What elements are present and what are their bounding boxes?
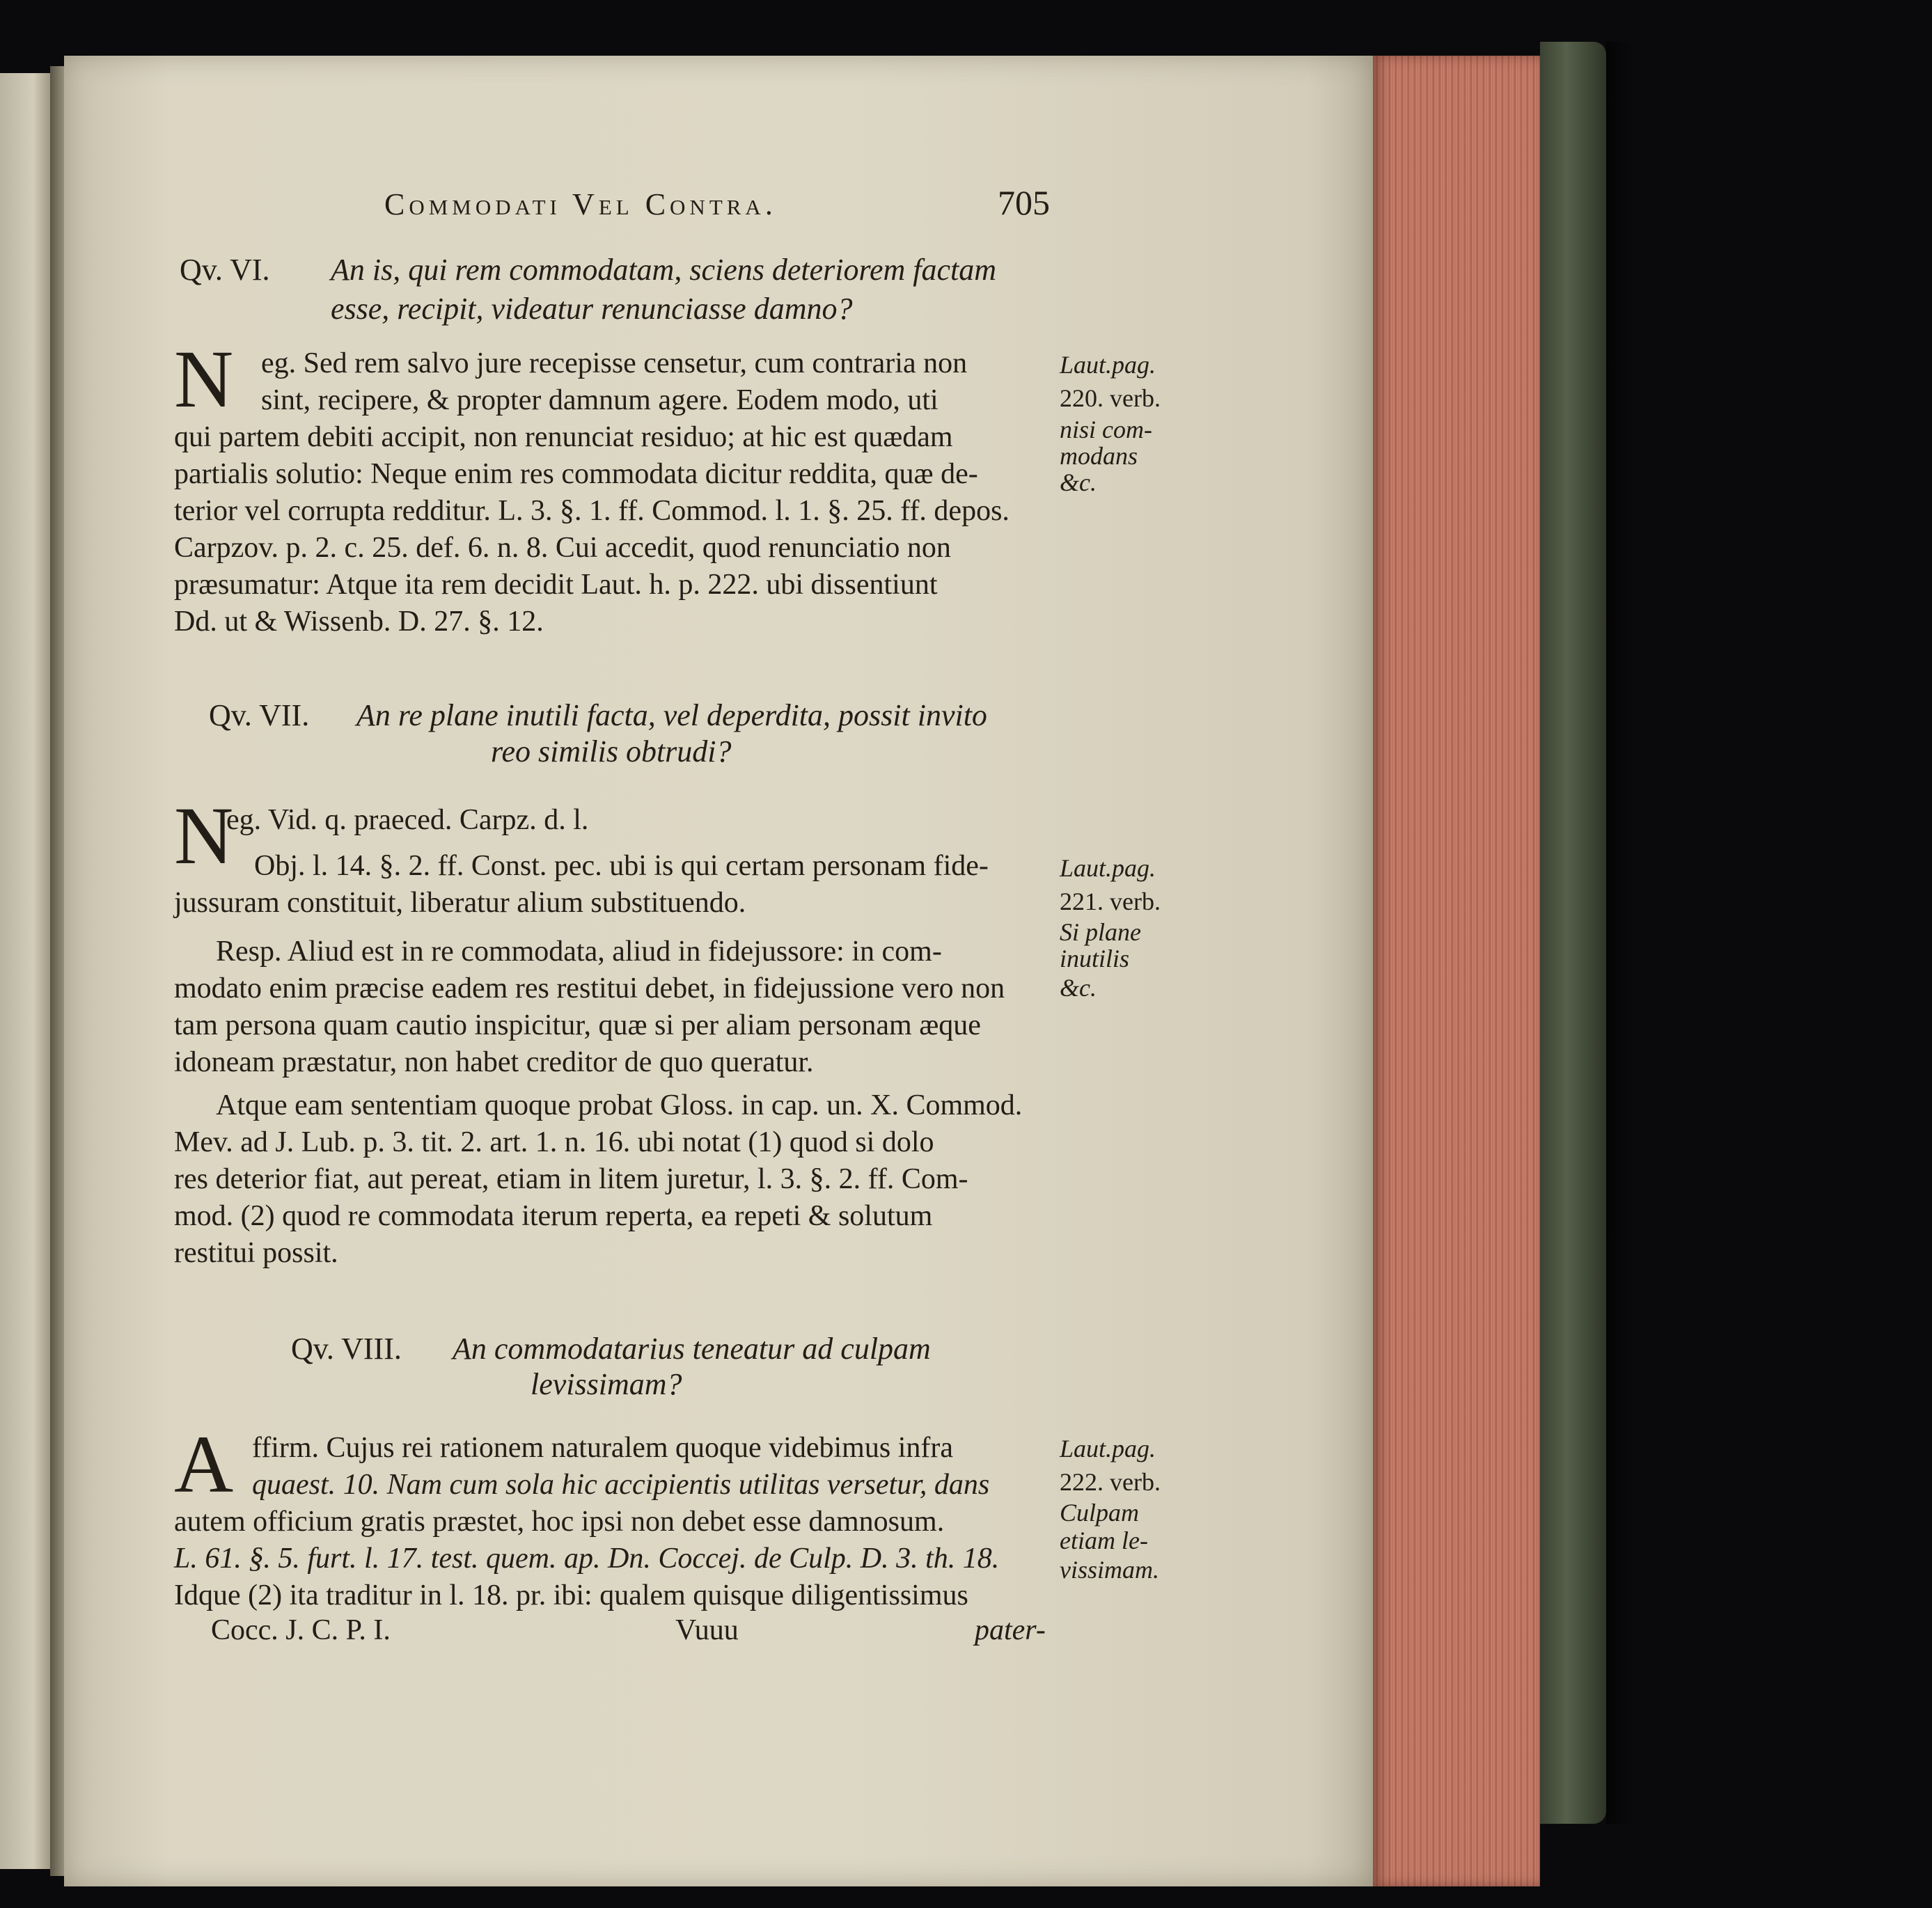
q6-line: qui partem debiti accipit, non renunciat residuo; at hic est quædam <box>174 421 953 453</box>
q8-question-line1: An commodatarius teneatur ad culpam <box>453 1332 931 1366</box>
q6-line: sint, recipere, & propter damnum agere. Eodem modo, uti <box>261 384 938 416</box>
q6-line: eg. Sed rem salvo jure recepisse censetur, cum contraria non <box>261 347 968 379</box>
q7-resp-line: Resp. Aliud est in re commodata, aliud in fidejussore: in com- <box>216 936 942 968</box>
q8-question-line2: levissimam? <box>531 1367 682 1401</box>
book-page <box>64 56 1373 1886</box>
q6-dropcap: N <box>174 333 234 425</box>
q6-line: Carpzov. p. 2. c. 25. def. 6. n. 8. Cui accedit, quod renunciatio non <box>174 532 951 564</box>
q6-marginal-note: Laut.pag. <box>1060 351 1156 379</box>
book-cover <box>1540 42 1606 1824</box>
q6-question-line2: esse, recipit, videatur renunciasse damno? <box>331 292 853 326</box>
q8-line: ffirm. Cujus rei rationem naturalem quoque videbimus infra <box>252 1432 953 1464</box>
q7-marginal-note: 221. verb. <box>1060 888 1161 915</box>
q8-line: Idque (2) ita traditur in l. 18. pr. ibi: qualem quisque diligentissimus <box>174 1579 968 1611</box>
q7-atque-line: restitui possit. <box>174 1237 338 1269</box>
q8-marginal-note: Laut.pag. <box>1060 1435 1156 1462</box>
q6-marginal-note: 220. verb. <box>1060 384 1161 412</box>
q8-marginal-note: 222. verb. <box>1060 1468 1161 1496</box>
q7-dropcap: N <box>174 790 234 881</box>
q8-marginal-note: etiam le- <box>1060 1527 1148 1554</box>
q6-line: Dd. ut & Wissenb. D. 27. §. 12. <box>174 606 544 638</box>
gathering-mark: Vuuu <box>675 1614 739 1646</box>
q6-line: partialis solutio: Neque enim res commodata dicitur reddita, quæ de- <box>174 458 978 490</box>
q7-line: eg. Vid. q. praeced. Carpz. d. l. <box>226 804 589 836</box>
q6-marginal-note: modans <box>1060 442 1138 470</box>
q8-marginal-note: Culpam <box>1060 1499 1140 1527</box>
q7-question-line2: reo similis obtrudi? <box>491 734 732 768</box>
catchword: pater- <box>975 1614 1046 1646</box>
q8-line: L. 61. §. 5. furt. l. 17. test. quem. ap. Dn. Coccej. de Culp. D. 3. th. 18. <box>174 1543 1000 1575</box>
q7-marginal-note: Si plane <box>1060 918 1141 946</box>
q7-atque-line: Mev. ad J. Lub. p. 3. tit. 2. art. 1. n. 16. ubi notat (1) quod si dolo <box>174 1126 934 1158</box>
q7-line: jussuram constituit, liberatur alium substituendo. <box>174 887 746 919</box>
q7-atque-line: Atque eam sententiam quoque probat Gloss. in cap. un. X. Commod. <box>216 1089 1023 1121</box>
signature-mark: Cocc. J. C. P. I. <box>211 1614 391 1646</box>
q7-resp-line: tam persona quam cautio inspicitur, quæ si per aliam personam æque <box>174 1009 981 1041</box>
cover-shadow <box>1606 42 1634 1824</box>
q7-marginal-note: inutilis <box>1060 945 1130 972</box>
q6-marginal-note: &c. <box>1060 468 1097 496</box>
q7-atque-line: res deterior fiat, aut pereat, etiam in litem juretur, l. 3. §. 2. ff. Com- <box>174 1163 968 1195</box>
q8-label: Qv. VIII. <box>291 1332 402 1366</box>
q7-marginal-note: &c. <box>1060 974 1097 1002</box>
q6-line: præsumatur: Atque ita rem decidit Laut. h. p. 222. ubi dissentiunt <box>174 569 938 601</box>
q8-line: quaest. 10. Nam cum sola hic accipientis utilitas versetur, dans <box>252 1469 990 1501</box>
running-title: Commodati Vel Contra. <box>384 187 777 221</box>
q8-line: autem officium gratis præstet, hoc ipsi non debet esse damnosum. <box>174 1506 945 1538</box>
q6-marginal-note: nisi com- <box>1060 416 1152 443</box>
left-page-edge <box>0 73 56 1869</box>
q6-label: Qv. VI. <box>180 253 270 287</box>
q7-line: Obj. l. 14. §. 2. ff. Const. pec. ubi is qui certam personam fide- <box>254 850 989 882</box>
q7-question-line1: An re plane inutili facta, vel deperdita, possit invito <box>356 698 987 732</box>
q7-marginal-note: Laut.pag. <box>1060 854 1156 882</box>
page-fore-edge <box>1373 56 1540 1886</box>
page-number: 705 <box>998 183 1050 222</box>
q8-dropcap: A <box>174 1419 234 1510</box>
q7-resp-line: idoneam præstatur, non habet creditor de quo queratur. <box>174 1046 814 1078</box>
q7-resp-line: modato enim præcise eadem res restitui debet, in fidejussione vero non <box>174 972 1005 1004</box>
q6-line: terior vel corrupta redditur. L. 3. §. 1. ff. Commod. l. 1. §. 25. ff. depos. <box>174 495 1010 527</box>
q6-question-line1: An is, qui rem commodatam, sciens deteriorem factam <box>331 253 997 287</box>
q7-atque-line: mod. (2) quod re commodata iterum reperta, ea repeti & solutum <box>174 1200 933 1232</box>
q8-marginal-note: vissimam. <box>1060 1556 1159 1584</box>
q7-label: Qv. VII. <box>209 698 310 732</box>
